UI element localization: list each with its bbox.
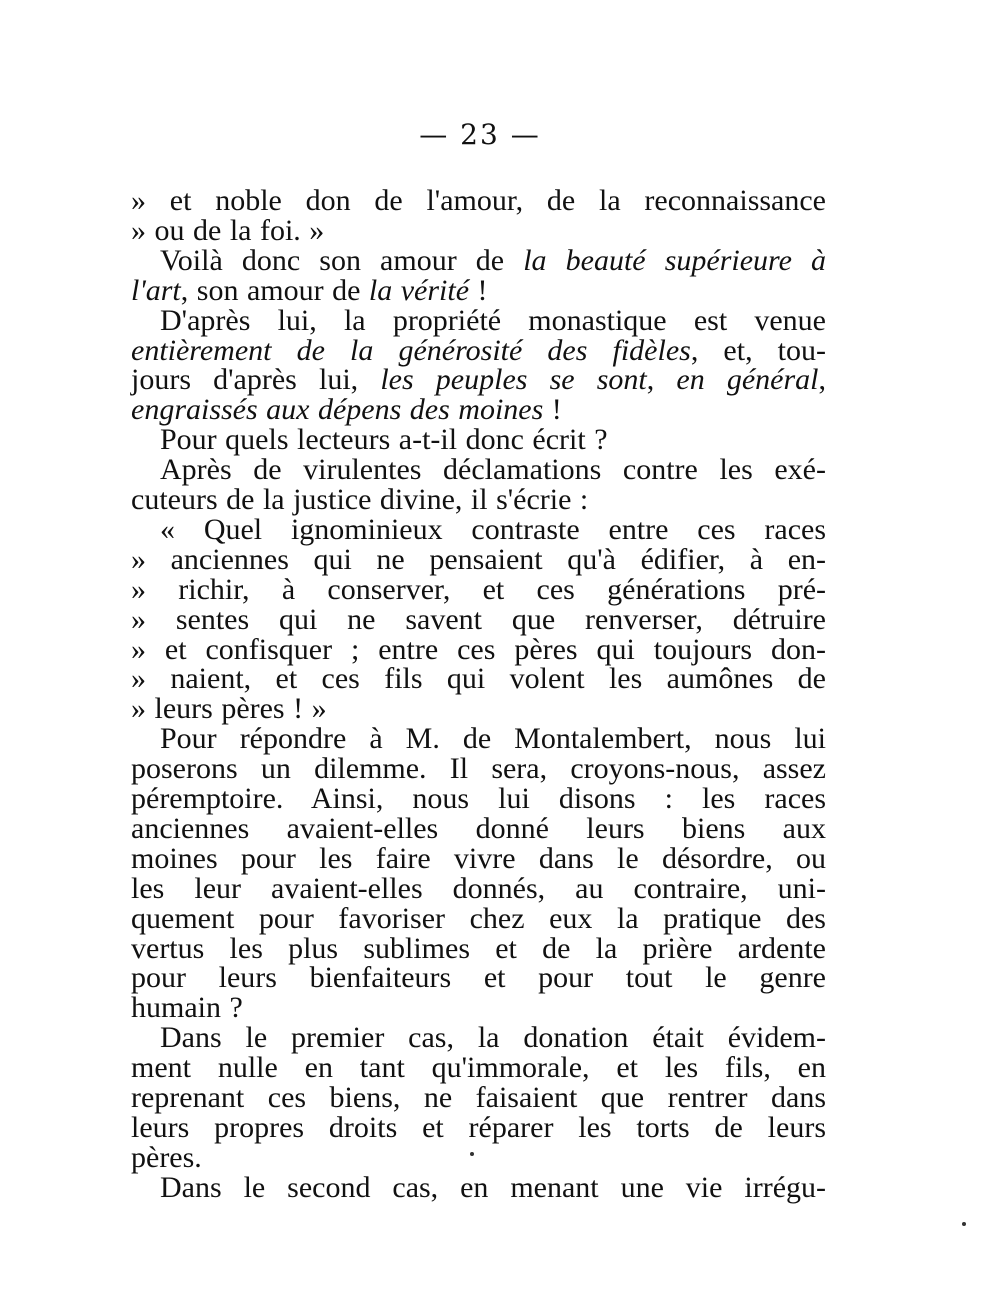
text-span: ! [469, 273, 488, 307]
italic-text: les peuples se sont [380, 363, 647, 397]
text-line: vertus les plus sublimes et de la prière ardente [131, 931, 826, 965]
text-line: pères. [131, 1140, 202, 1174]
italic-text: la beauté supérieure à [523, 243, 826, 277]
text-line [160, 243, 826, 277]
italic-text: en général [676, 363, 819, 397]
text-span: , son amour de [180, 273, 369, 307]
text-line: reprenant ces biens, ne faisaient que rentrer dans [131, 1081, 826, 1114]
text-span: , [818, 363, 827, 397]
text-line: péremptoire. Ainsi, nous lui disons : les races [131, 782, 826, 815]
italic-text: entièrement de la générosité des fidèles [131, 333, 691, 367]
text-line: leurs propres droits et réparer les torts de leurs [131, 1110, 826, 1144]
text-span: , et, tou- [690, 333, 826, 367]
text-line: les leur avaient-elles donnés, au contraire, uni- [131, 871, 826, 905]
text-line: anciennes avaient-elles donné leurs biens aux [131, 811, 826, 845]
text-line: Après de virulentes déclamations contre les exé- [160, 453, 826, 487]
text-line: » naient, et ces fils qui volent les aumônes de [131, 662, 826, 696]
text-line: » richir, à conserver, et ces générations pré- [131, 572, 826, 606]
text-line: » et noble don de l'amour, de la reconnaissance [131, 184, 826, 217]
ink-speck [962, 1222, 966, 1226]
text-span: jours d'après lui, [131, 363, 381, 397]
text-line [131, 365, 826, 395]
italic-text: l'art [131, 273, 181, 307]
text-line: » et confisquer ; entre ces pères qui toujours don- [131, 632, 826, 666]
text-line: » sentes qui ne savent que renverser, détruire [131, 602, 826, 636]
text-line: cuteurs de la justice divine, il s'écrie : [131, 483, 589, 516]
italic-text: engraissés aux dépens des moines [131, 393, 544, 427]
text-line: Pour répondre à M. de Montalembert, nous lui [160, 722, 826, 756]
text-line: » leurs pères ! » [131, 692, 327, 726]
page-number: — 23 — [419, 118, 541, 151]
ink-speck [470, 1152, 474, 1156]
text-line: Pour quels lecteurs a-t-il donc écrit ? [160, 423, 608, 457]
text-line: Dans le second cas, en menant une vie irrégu- [160, 1170, 826, 1204]
text-line [131, 395, 826, 425]
text-span: , [646, 363, 677, 397]
text-line: ment nulle en tant qu'immorale, et les fils, en [131, 1051, 826, 1085]
text-line: « Quel ignominieux contraste entre ces races [160, 512, 826, 546]
text-line: » anciennes qui ne pensaient qu'à édifier, à en- [131, 542, 826, 576]
text-line: Dans le premier cas, la donation était évidem- [160, 1021, 826, 1055]
text-line: poserons un dilemme. Il sera, croyons-nous, assez [131, 752, 826, 786]
text-line [131, 273, 826, 307]
text-line: pour leurs bienfaiteurs et pour tout le genre [131, 961, 826, 995]
text-line: D'après lui, la propriété monastique est venue [160, 303, 826, 337]
text-line: moines pour les faire vivre dans le désordre, ou [131, 841, 826, 875]
text-line [131, 333, 826, 367]
italic-text: la vérité [368, 273, 470, 307]
text-line: quement pour favoriser chez eux la pratique des [131, 901, 826, 935]
text-line: » ou de la foi. » [131, 213, 325, 247]
text-span: ! [543, 393, 562, 427]
text-span: Voilà donc son amour de [160, 243, 524, 277]
text-line: humain ? [131, 991, 243, 1025]
